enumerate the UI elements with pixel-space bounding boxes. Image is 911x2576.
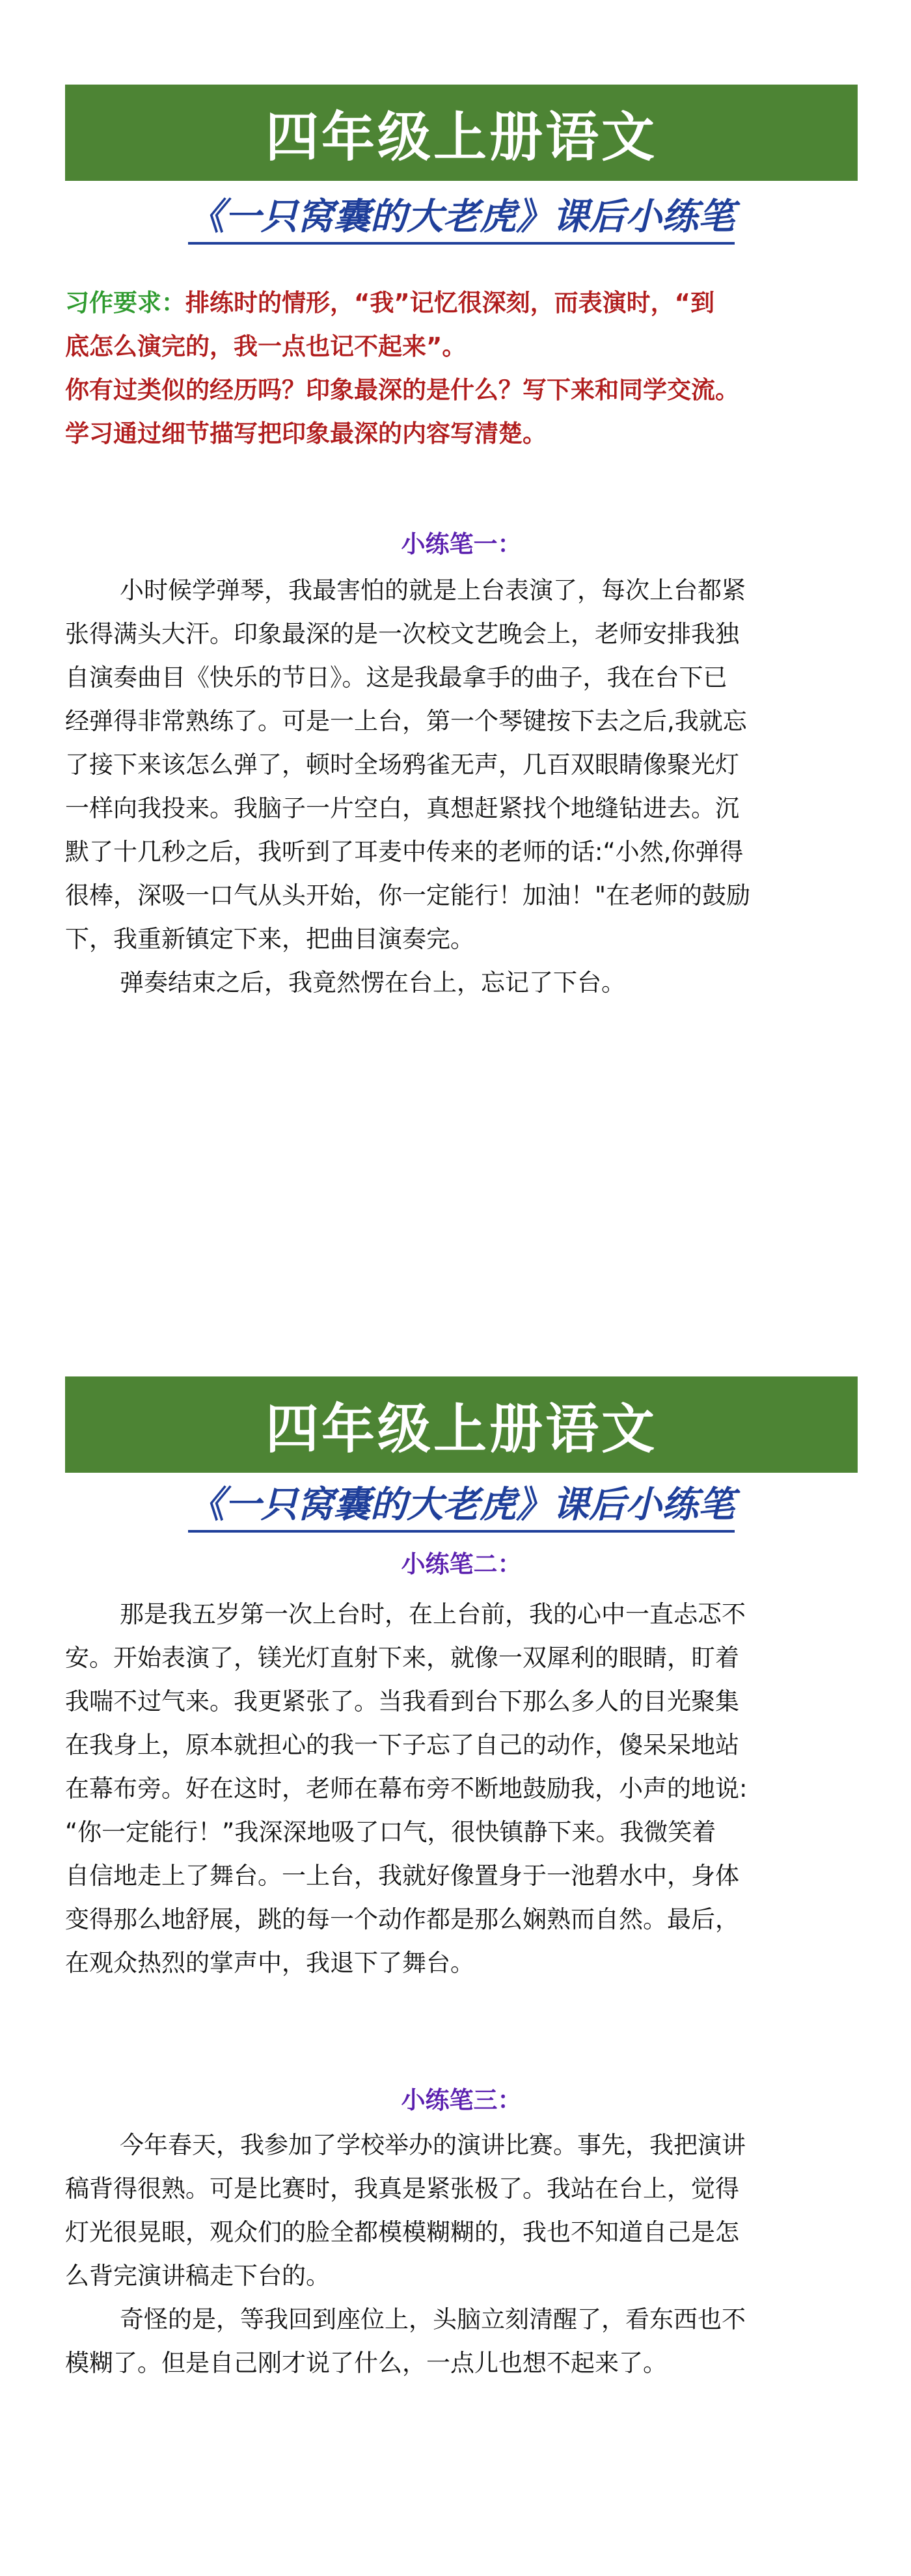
- requirement-line: 你有过类似的经历吗？印象最深的是什么？写下来和同学交流。: [65, 376, 739, 404]
- requirement-label: 习作要求：: [65, 289, 185, 317]
- grade-banner: [65, 85, 858, 181]
- lesson-subtitle: [65, 1482, 858, 1533]
- paragraph-line: 模糊了。但是自己刚才说了什么，一点儿也想不起来了。: [65, 2349, 667, 2377]
- exercise-two-title: 小练笔二：: [401, 1550, 522, 1578]
- exercise-three-text: [65, 2123, 859, 2385]
- paragraph-line: 很棒，深吸一口气从头开始，你一定能行！加油！"在老师的鼓励: [65, 881, 751, 909]
- grade-banner: [65, 1376, 858, 1473]
- paragraph-line: 稿背得很熟。可是比赛时，我真是紧张极了。我站在台上，觉得: [65, 2175, 739, 2203]
- lesson-subtitle-text: 《一只窝囊的大老虎》课后小练笔: [188, 1482, 735, 1533]
- lesson-subtitle-text: 《一只窝囊的大老虎》课后小练笔: [188, 194, 735, 245]
- paragraph-line: 那是我五岁第一次上台时，在上台前，我的心中一直忐忑不: [120, 1600, 746, 1628]
- paragraph-line: 么背完演讲稿走下台的。: [65, 2262, 330, 2290]
- banner-title: 四年级上册语文: [265, 1398, 657, 1460]
- requirement-line: 底怎么演完的，我一点也记不起来”。: [65, 332, 467, 360]
- paragraph-line: 自演奏曲目《快乐的节日》。这是我最拿手的曲子，我在台下已: [65, 664, 727, 691]
- paragraph-line: 今年春天，我参加了学校举办的演讲比赛。事先，我把演讲: [120, 2131, 746, 2159]
- paragraph-line: 经弹得非常熟练了。可是一上台，第一个琴键按下去之后,我就忘: [65, 707, 747, 735]
- paragraph-line: “你一定能行！”我深深地吸了口气，很快镇静下来。我微笑着: [65, 1818, 716, 1846]
- paragraph-line: 张得满头大汗。印象最深的是一次校文艺晚会上，老师安排我独: [65, 620, 739, 648]
- paragraph-line: 自信地走上了舞台。一上台，我就好像置身于一池碧水中，身体: [65, 1862, 739, 1890]
- exercise-one-text: [65, 569, 859, 1004]
- paragraph-line: 默了十几秒之后，我听到了耳麦中传来的老师的话:“小然,你弹得: [65, 838, 744, 866]
- paragraph-line: 变得那么地舒展，跳的每一个动作都是那么娴熟而自然。最后，: [65, 1905, 739, 1933]
- paragraph-line: 在我身上，原本就担心的我一下子忘了自己的动作，傻呆呆地站: [65, 1731, 739, 1759]
- paragraph-line: 我喘不过气来。我更紧张了。当我看到台下那么多人的目光聚集: [65, 1687, 739, 1715]
- requirement-line-text: 排练时的情形，“我”记忆很深刻，而表演时，“到: [185, 289, 714, 317]
- paragraph-line: 了接下来该怎么弹了，顿时全场鸦雀无声，几百双眼睛像聚光灯: [65, 751, 739, 779]
- paragraph-line: 灯光很晃眼，观众们的脸全都模模糊糊的，我也不知道自己是怎: [65, 2218, 739, 2246]
- paragraph-line: 安。开始表演了，镁光灯直射下来，就像一双犀利的眼睛，盯着: [65, 1644, 739, 1672]
- exercise-two-text: [65, 1592, 859, 1985]
- banner-title: 四年级上册语文: [265, 106, 657, 168]
- lesson-subtitle: [65, 194, 858, 245]
- paragraph-line: 奇怪的是，等我回到座位上，头脑立刻清醒了，看东西也不: [120, 2305, 746, 2333]
- requirement-line: 学习通过细节描写把印象最深的内容写清楚。: [65, 420, 547, 448]
- exercise-three-title: 小练笔三：: [401, 2086, 522, 2114]
- exercise-one-title: 小练笔一：: [401, 530, 522, 558]
- paragraph-line: 小时候学弹琴，我最害怕的就是上台表演了，每次上台都紧: [120, 576, 746, 604]
- paragraph-line: 下，我重新镇定下来，把曲目演奏完。: [65, 925, 474, 953]
- paragraph-line: 一样向我投来。我脑子一片空白，真想赶紧找个地缝钻进去。沉: [65, 794, 739, 822]
- paragraph-line: 在幕布旁。好在这时，老师在幕布旁不断地鼓励我，小声的地说:: [65, 1775, 748, 1803]
- requirement-line: [65, 281, 859, 325]
- writing-requirement: [65, 281, 859, 455]
- paragraph-line: 弹奏结束之后，我竟然愣在台上，忘记了下台。: [120, 969, 625, 997]
- paragraph-line: 在观众热烈的掌声中，我退下了舞台。: [65, 1949, 474, 1977]
